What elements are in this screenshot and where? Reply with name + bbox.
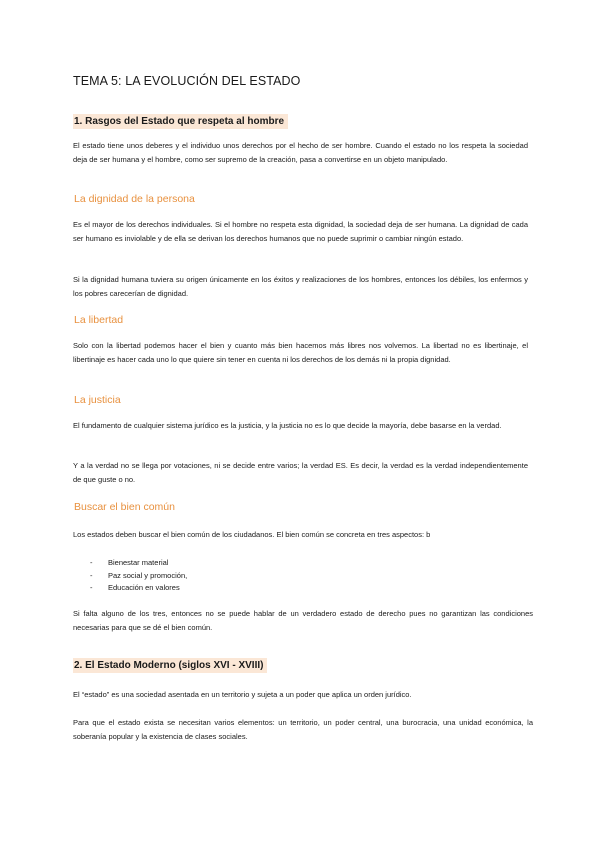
- justicia-heading: La justicia: [74, 394, 121, 406]
- list-item: - Bienestar material: [90, 558, 169, 567]
- document-title: TEMA 5: LA EVOLUCIÓN DEL ESTADO: [73, 74, 301, 88]
- bien-comun-list: [90, 557, 187, 595]
- bien-comun-paragraph-1: Los estados deben buscar el bien común de los ciudadanos. El bien común se concreta en tres aspectos: b: [73, 530, 431, 539]
- dignidad-paragraph-1: Es el mayor de los derechos individuales. Si el hombre no respeta esta dignidad, la sociedad deja de ser humana. La dignidad de cada ser humano es inviolable y de ella se derivan los derechos humanos que no puede suprimir o cambiar ningún estado.: [73, 220, 528, 243]
- libertad-paragraph: Solo con la libertad podemos hacer el bien y cuanto más bien hacemos más libres nos volvemos. La libertad no es libertinaje, el libertinaje es hacer cada uno lo que quiere sin tener en cuenta ni los derechos de los demás ni la propia dignidad.: [73, 341, 528, 364]
- section2-heading: 2. El Estado Moderno (siglos XVI - XVIII): [73, 658, 267, 673]
- justicia-paragraph-2: Y a la verdad no se llega por votaciones, ni se decide entre varios; la verdad ES. Es decir, la verdad es la verdad independientemente de que guste o no.: [73, 461, 528, 484]
- dignidad-heading: La dignidad de la persona: [74, 193, 195, 205]
- list-item: - Educación en valores: [90, 583, 180, 592]
- libertad-heading: La libertad: [74, 314, 124, 326]
- section1-heading: 1. Rasgos del Estado que respeta al hombre: [73, 114, 288, 129]
- section2-paragraph-2: Para que el estado exista se necesitan varios elementos: un territorio, un poder central, una burocracia, una unidad económica, la soberanía popular y la existencia de clases sociales.: [73, 718, 533, 741]
- justicia-paragraph-1: El fundamento de cualquier sistema jurídico es la justicia, y la justicia no es lo que decide la mayoría, debe basarse en la verdad.: [73, 421, 502, 430]
- dignidad-paragraph-2: Si la dignidad humana tuviera su origen únicamente en los éxitos y realizaciones de los hombres, entonces los débiles, los enfermos y los pobres carecerían de dignidad.: [73, 275, 528, 298]
- list-item: - Paz social y promoción,: [90, 570, 188, 580]
- section1-intro: El estado tiene unos deberes y el individuo unos derechos por el hecho de ser hombre. Cuando el estado no los respeta la sociedad deja de ser humana y el hombre, como ser supremo de la creación, pasa a convertirse en un objeto manipulado.: [73, 141, 528, 164]
- section2-paragraph-1: El “estado” es una sociedad asentada en un territorio y sujeta a un poder que aplica un orden jurídico.: [73, 690, 412, 699]
- bien-comun-paragraph-2: Si falta alguno de los tres, entonces no se puede hablar de un verdadero estado de derecho pues no garantizan las condiciones necesarias para que se dé el bien común.: [73, 609, 533, 632]
- bien-comun-heading: Buscar el bien común: [74, 501, 175, 513]
